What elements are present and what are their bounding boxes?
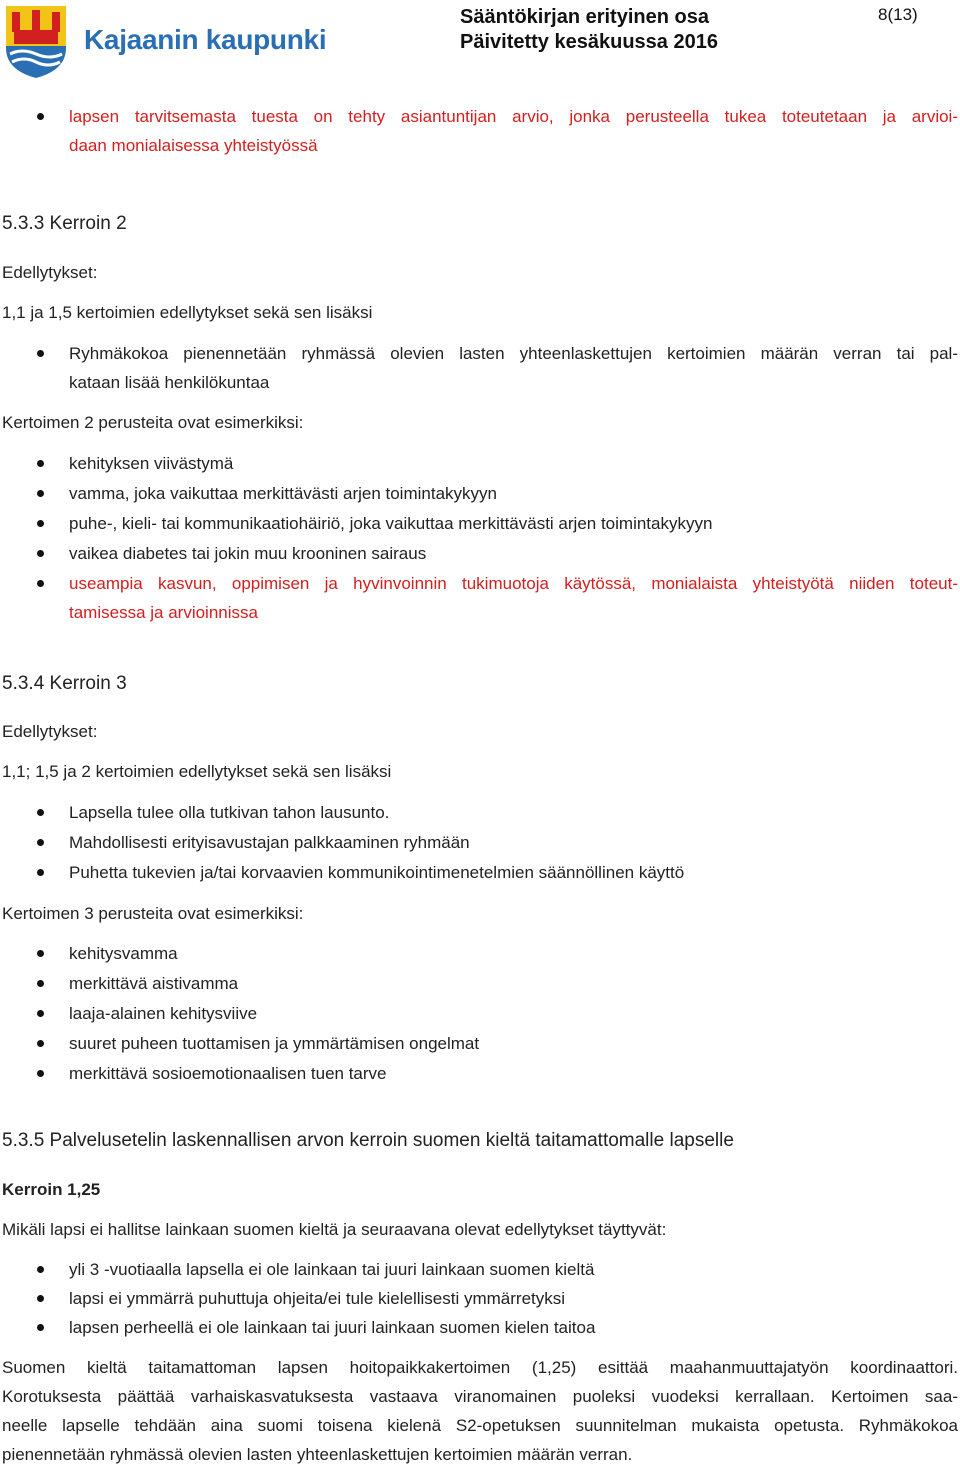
bullet-icon [37, 1070, 44, 1077]
bullet-icon [37, 980, 44, 987]
list-item: vamma, joka vaikuttaa merkittävästi arjen toimintakykyyn [69, 484, 497, 503]
paragraph-line: neelle lapselle tehdään aina suomi toisena kielenä S2-opetuksen suunnitelman mukaista opetusta. Ryhmäkokoa [2, 1416, 958, 1435]
list-item: vaikea diabetes tai jokin muu krooninen sairaus [69, 544, 427, 563]
list-item: Puhetta tukevien ja/tai korvaavien kommunikointimenetelmien säännöllinen käyttö [69, 863, 685, 882]
list-item: lapsen perheellä ei ole lainkaan tai juuri lainkaan suomen kielen taitoa [69, 1318, 596, 1337]
list-item: kehitysvamma [69, 944, 178, 963]
document-title-line1: Sääntökirjan erityinen osa [460, 6, 709, 28]
requirements-label: Edellytykset: [2, 722, 98, 741]
bullet-icon [37, 950, 44, 957]
bullet-icon [37, 1324, 44, 1331]
list-item: laaja-alainen kehitysviive [69, 1004, 258, 1023]
coat-of-arms-icon [4, 4, 68, 80]
list-item: merkittävä sosioemotionaalisen tuen tarve [69, 1064, 387, 1083]
list-item: yli 3 -vuotiaalla lapsella ei ole lainkaan tai juuri lainkaan suomen kieltä [69, 1260, 595, 1279]
list-item-continuation: kataan lisää henkilökuntaa [69, 373, 270, 392]
grounds-label: Kertoimen 2 perusteita ovat esimerkiksi: [2, 413, 304, 432]
requirements-intro: 1,1; 1,5 ja 2 kertoimien edellytykset sekä sen lisäksi [2, 762, 392, 781]
requirements-label: Edellytykset: [2, 263, 98, 282]
paragraph-line: Korotuksesta päättää varhaiskasvatuksesta vastaava viranomainen puoleksi vuodeksi kerrallaan. Kertoimen saa- [2, 1387, 958, 1406]
list-item: merkittävä aistivamma [69, 974, 239, 993]
bullet-icon [37, 809, 44, 816]
bullet-icon [37, 1295, 44, 1302]
section-heading-534: 5.3.4 Kerroin 3 [2, 673, 127, 694]
list-item: lapsi ei ymmärrä puhuttuja ohjeita/ei tule kielellisesti ymmärretyksi [69, 1289, 566, 1308]
list-item: kehityksen viivästymä [69, 454, 234, 473]
bullet-icon [37, 113, 44, 120]
bullet-icon [37, 839, 44, 846]
bullet-icon [37, 520, 44, 527]
bullet-icon [37, 490, 44, 497]
page-header [0, 0, 960, 85]
bullet-icon [37, 1266, 44, 1273]
bullet-icon [37, 1010, 44, 1017]
conditions-intro: Mikäli lapsi ei hallitse lainkaan suomen kieltä ja seuraavana olevat edellytykset täyttyvät: [2, 1220, 667, 1239]
list-item: useampia kasvun, oppimisen ja hyvinvoinnin tukimuotoja käytössä, monialaista yhteistyötä niiden toteut- [69, 574, 958, 593]
subheading: Kerroin 1,25 [2, 1180, 101, 1199]
paragraph-line: Suomen kieltä taitamattoman lapsen hoitopaikkakertoimen (1,25) esittää maahanmuuttajatyön koordinaattori. [2, 1358, 958, 1377]
list-item: suuret puheen tuottamisen ja ymmärtämisen ongelmat [69, 1034, 480, 1053]
grounds-label: Kertoimen 3 perusteita ovat esimerkiksi: [2, 904, 304, 923]
bullet-icon [37, 350, 44, 357]
section-heading-535: 5.3.5 Palvelusetelin laskennallisen arvon kerroin suomen kieltä taitamattomalle lapselle [2, 1130, 734, 1151]
list-item-continuation: tamisessa ja arvioinnissa [69, 603, 258, 622]
document-title-line2: Päivitetty kesäkuussa 2016 [460, 31, 718, 53]
requirements-intro: 1,1 ja 1,5 kertoimien edellytykset sekä sen lisäksi [2, 303, 373, 322]
bullet-icon [37, 1040, 44, 1047]
paragraph-line: pienennetään ryhmässä olevien lasten yhteenlaskettujen kertoimien määrän verran. [2, 1445, 633, 1464]
list-item: lapsen tarvitsemasta tuesta on tehty asiantuntijan arvio, jonka perusteella tukea toteutetaan ja arvioi- [69, 107, 958, 126]
list-item: Lapsella tulee olla tutkivan tahon lausunto. [69, 803, 390, 822]
bullet-icon [37, 460, 44, 467]
list-item-continuation: daan monialaisessa yhteistyössä [69, 136, 318, 155]
list-item: Mahdollisesti erityisavustajan palkkaaminen ryhmään [69, 833, 470, 852]
document-title [460, 5, 718, 55]
bullet-icon [37, 869, 44, 876]
brand-name: Kajaanin kaupunki [84, 24, 327, 55]
bullet-icon [37, 580, 44, 587]
list-item: puhe-, kieli- tai kommunikaatiohäiriö, joka vaikuttaa merkittävästi arjen toimintakykyyn [69, 514, 713, 533]
list-item: Ryhmäkokoa pienennetään ryhmässä olevien lasten yhteenlaskettujen kertoimien määrän verran tai pal- [69, 344, 958, 363]
page-number: 8(13) [878, 5, 918, 24]
section-heading-533: 5.3.3 Kerroin 2 [2, 213, 127, 234]
bullet-icon [37, 550, 44, 557]
